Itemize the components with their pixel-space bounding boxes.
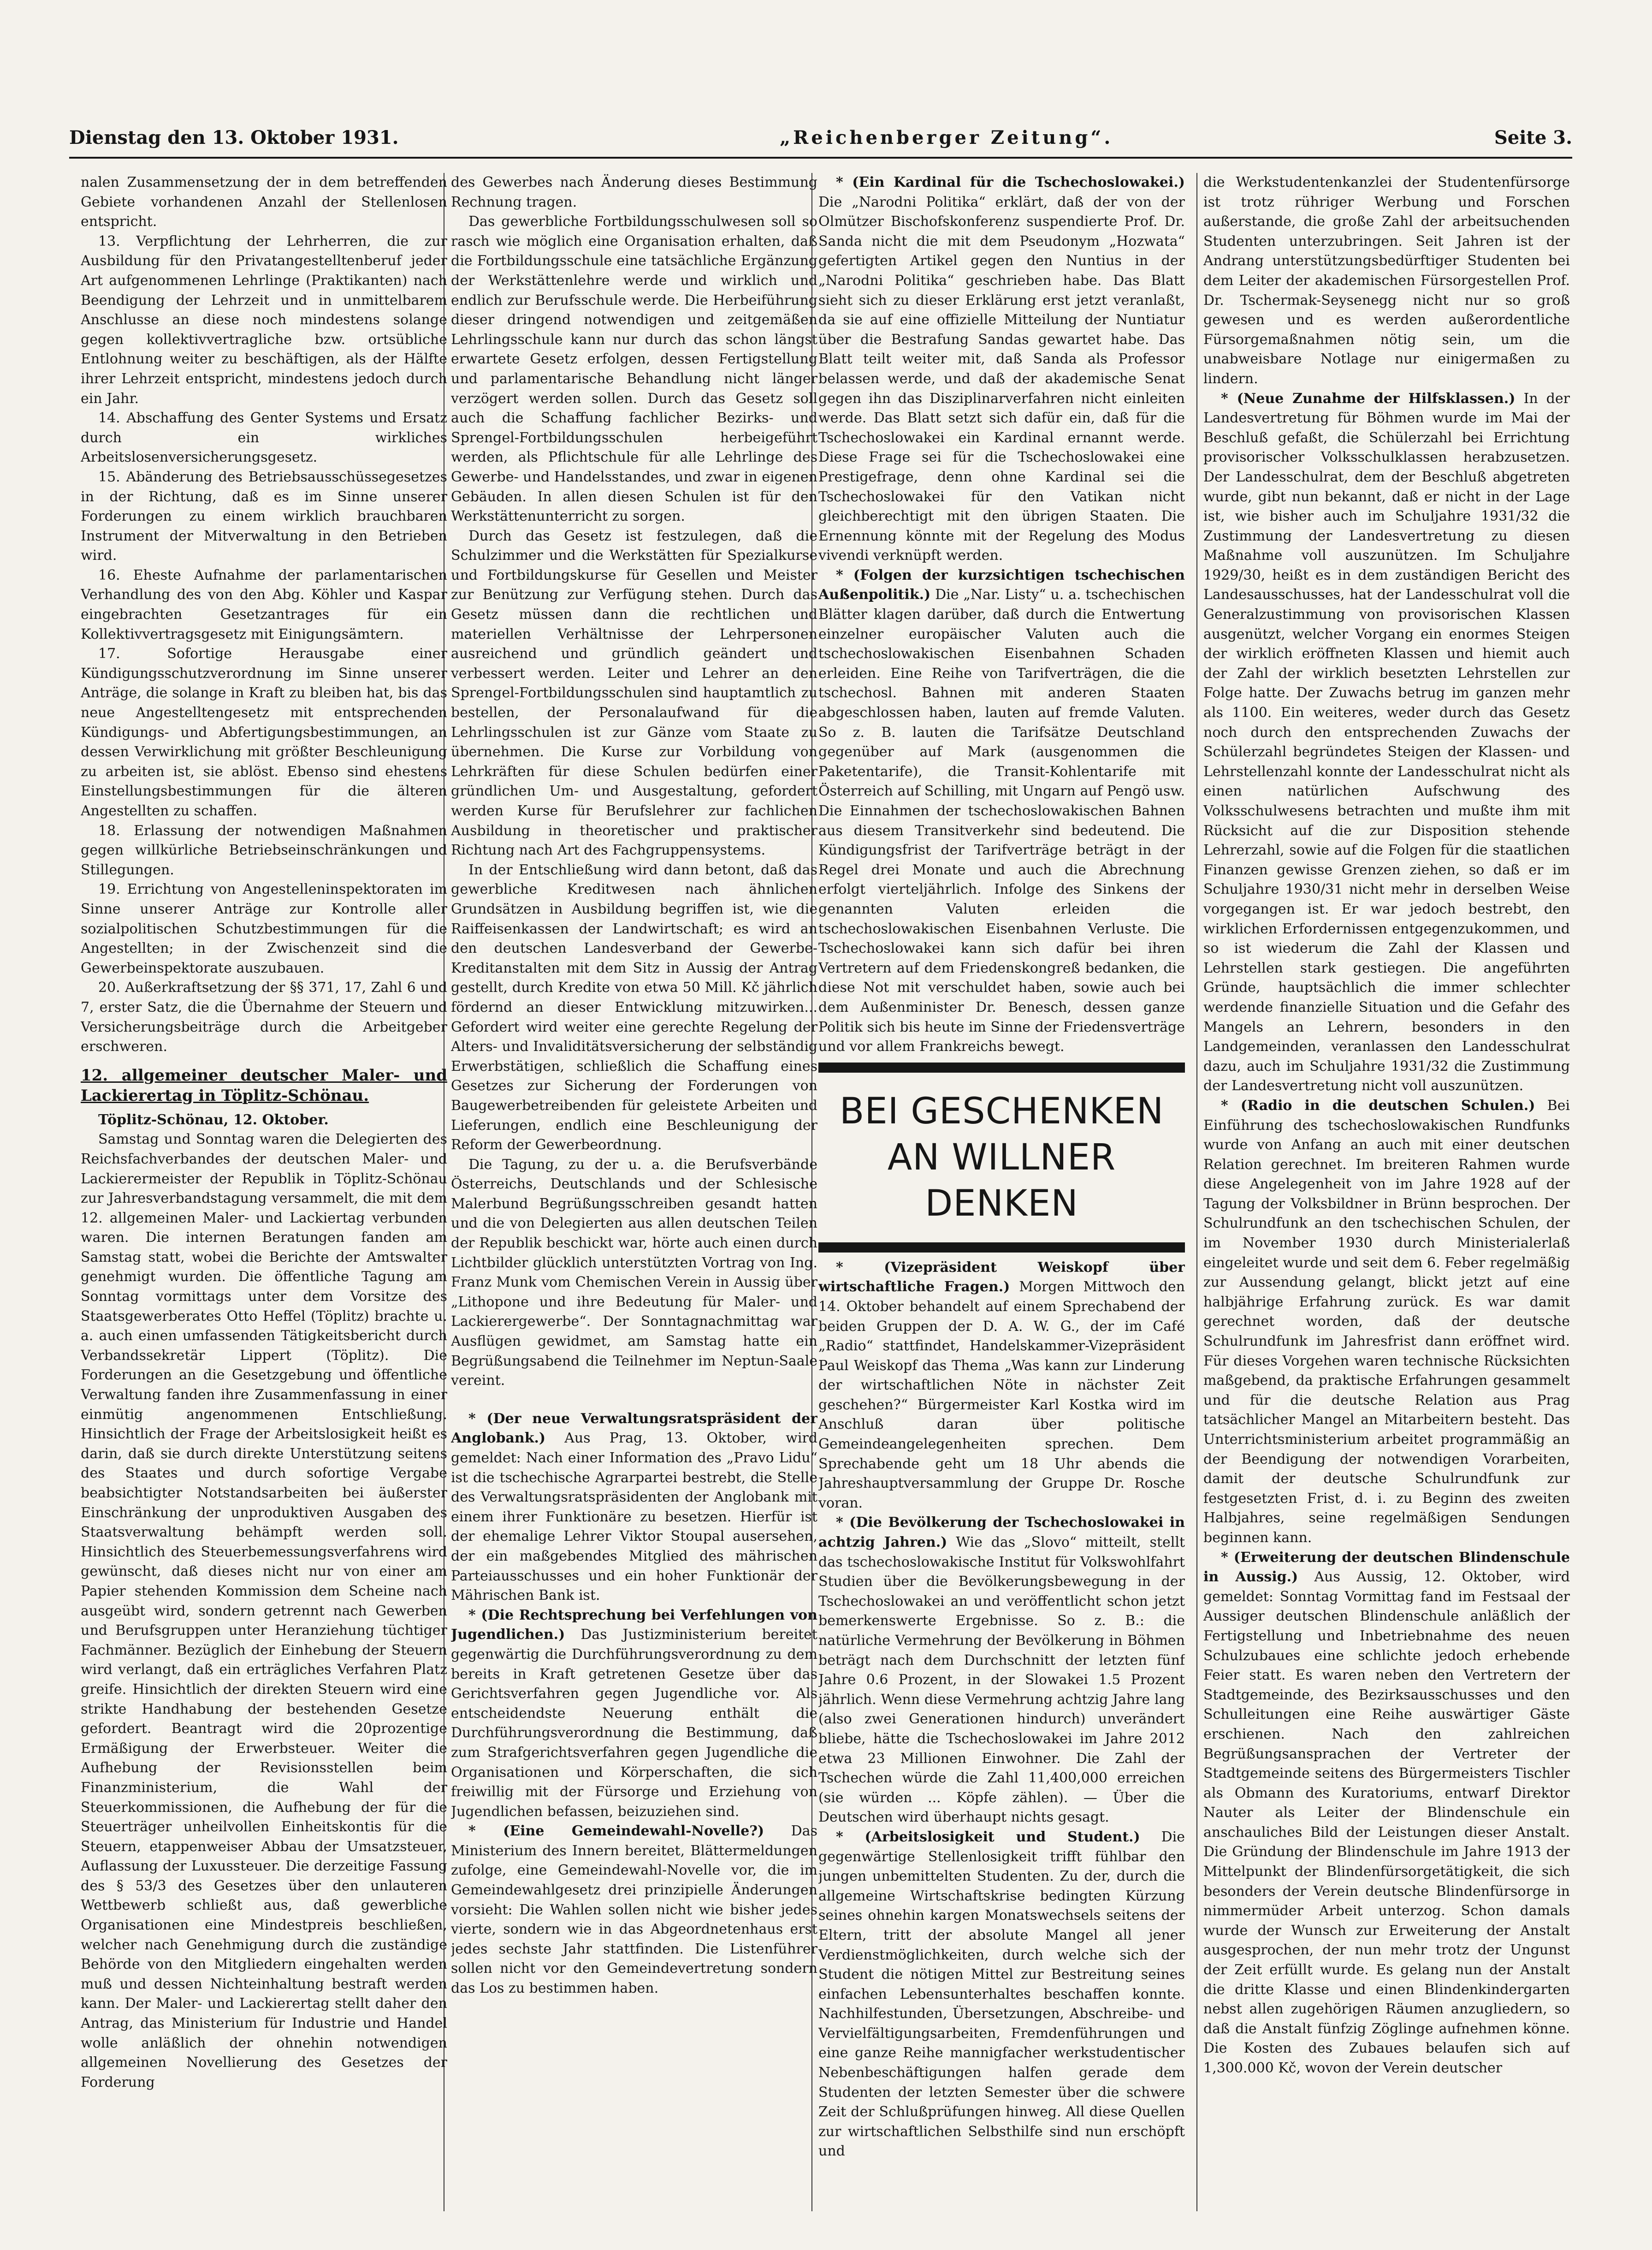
- paragraph: 13. Verpflichtung der Lehrherren, die zur Ausbildung für den Privatangestelltenberuf jeder Art aufgenommenen Lehrlinge (Praktikanten) nach Beendigung der Lehrzeit und in unmittelbarem Anschlusse an diese noch mindestens solange gegen kollektivvertragliche bzw. ortsübliche Entlohnung weiter zu beschäftigen, als der Hälfte ihrer Lehrzeit entspricht, mindestens jedoch durch ein Jahr.: [81, 233, 447, 407]
- paragraph: 18. Erlassung der notwendigen Maßnahmen gegen willkürliche Betriebseinschränkungen und Stillegungen.: [81, 822, 447, 878]
- news-item: [818, 1258, 1185, 1514]
- news-item-title: * (Eine Gemeindewahl-Novelle?): [468, 1823, 764, 1840]
- paragraph: In der Entschließung wird dann betont, daß das gewerbliche Kreditwesen nach ähnlichen Grundsätzen in Ausbildung begriffen ist, wie die Raiffeisenkassen der Landwirtschaft; es wird an den deutschen Landesverband der Gewerbe-Kreditanstalten mit dem Sitz in Aussig der Antrag gestellt, durch Kredite von etwa 50 Mill. Kč jährlich fördernd an dieser Entwicklung mitzuwirken... Gefordert wird weiter eine gerechte Regelung der Alters- und Invaliditätsversicherung der selbständig Erwerbstätigen, schließlich die Schaffung eines Gesetzes zur Sicherung der Forderungen von Baugewerbetreibenden für geleistete Arbeiten und Lieferungen, endlich eine Beschleunigung der Reform der Gewerbeordnung.: [451, 861, 817, 1153]
- advertisement-line: BEI GESCHENKEN: [839, 1090, 1164, 1132]
- paragraph: 15. Abänderung des Betriebsausschüssegesetzes in der Richtung, daß es im Sinne unserer Forderungen zu einem wirklich brauchbaren Instrument der Mitverwaltung in den Betrieben wird.: [81, 469, 447, 564]
- news-item-text: Aus Prag, 13. Oktober, wird gemeldet: Nach einer Information des „Pravo Lidu“ ist die tschechische Agrarpartei bestrebt, die Stelle des Verwaltungsratspräsidenten der Anglobank mit einem ihrer Funktionäre zu besetzen. Hierfür ist der ehemalige Lehrer Viktor Stoupal ausersehen, der ein maßgebendes Mitglied des mährischen Parteiausschusses und ein hoher Funktionär der Mährischen Bank ist.: [451, 1430, 817, 1604]
- news-item-title: * (Die Rechtsprechung bei Verfehlungen von Jugendlichen.): [451, 1607, 817, 1643]
- header-rule: [69, 157, 1572, 159]
- paragraph: 14. Abschaffung des Genter Systems und Ersatz durch ein wirkliches Arbeitslosenversicherungsgesetz.: [81, 410, 447, 466]
- news-item: [818, 173, 1185, 566]
- news-item-text: Die gegenwärtige Stellenlosigkeit trifft fühlbar den jungen unbemittelten Studenten. Zu der, durch die allgemeine Wirtschaftskrise bedingten Kürzung seines ohnehin kargen Monatswechsels seitens der Eltern, tritt der absolute Mangel all jener Verdienstmöglichkeiten, durch welche sich der Student die nötigen Mittel zur Bestreitung seines einfachen Lebensunterhaltes beschaffen konnte. Nachhilfestunden, Übersetzungen, Abschreibe- und Vervielfältigungsarbeiten, Fremdenführungen und eine ganze Reihe mannigfacher werkstudentischer Nebenbeschäftigungen halfen gerade dem Studenten der letzten Semester über die schwere Zeit der Schlußprüfungen hinweg. All diese Quellen zur wirtschaftlichen Selbsthilfe sind nun erschöpft und: [818, 1828, 1185, 2160]
- paragraph: Durch das Gesetz ist festzulegen, daß die Schulzimmer und die Werkstätten für Spezialkurse und Fortbildungskurse für Gesellen und Meister zur Benützung zur Verfügung stehen. Durch das Gesetz müssen dann die rechtlichen und materiellen Verhältnisse der Lehrpersonen ausreichend und gründlich geändert und verbessert werden. Leiter und Lehrer an den Sprengel-Fortbildungsschulen sind hauptamtlich zu bestellen, der Personalaufwand für die Lehrlingsschulen ist zur Gänze vom Staate zu übernehmen. Die Kurse zur Vorbildung von Lehrkräften für diese Schulen bedürfen einer gründlichen Um- und Ausgestaltung, gefordert werden Kurse für Berufslehrer zur fachlichen Ausbildung in theoretischer und praktischer Richtung nach Art des Fachgruppensystems.: [451, 528, 817, 859]
- paragraph: des Gewerbes nach Änderung dieses Bestimmung Rechnung tragen.: [451, 174, 817, 210]
- news-item-title: * (Arbeitslosigkeit und Student.): [836, 1828, 1140, 1845]
- paragraph: Samstag und Sonntag waren die Delegierten des Reichsfachverbandes der deutschen Maler- und Lackierermeister der Republik in Töplitz-Schönau zur Jahresverbandstagung versammelt, die mit dem 12. allgemeinen Maler- und Lackiertag verbunden waren. Die internen Beratungen fanden am Samstag statt, wobei die Berichte der Amtswalter genehmigt wurden. Die öffentliche Tagung am Sonntag vormittags unter dem Vorsitze des Staatsgewerberates Otto Heffel (Töplitz) brachte u. a. auch einen umfassenden Tätigkeitsbericht durch Verbandssekretär Lippert (Töplitz). Die Forderungen an die Gesetzgebung und öffentliche Verwaltung fanden ihre Zusammenfassung in einer einmütig angenommenen Entschließung. Hinsichtlich der Frage der Arbeitslosigkeit heißt es darin, daß sie durch direkte Unterstützung seitens des Staates und durch sofortige Vergabe beabsichtigter Notstandsarbeiten bei äußerster Einschränkung der unproduktiven Ausgaben des Staatsverwaltung behämpft werden soll. Hinsichtlich des Steuerbemessungsverfahrens wird gewünscht, daß dieses nicht nur von einer am Papier stehenden Kommission dem Scheine nach ausgeübt wird, sondern getrennt nach Gewerben und Berufsgruppen unter Heranziehung tüchtiger Fachmänner. Bezüglich der Einhebung der Steuern wird verlangt, daß ein erträgliches Verfahren Platz greife. Hinsichtlich der direkten Steuern wird eine strikte Handhabung der bestehenden Gesetze gefordert. Beantragt wird die 20prozentige Ermäßigung der Erwerbsteuer. Weiter die Aufhebung der Revisionsstellen beim Finanzministerium, die Wahl der Steuerkommissionen, die Aufhebung der für die Steuerträger unheilvollen Einheitskontis für die Steuern, etappenweiser Abbau der Umsatzsteuer, Auflassung der Luxussteuer. Die derzeitige Fassung des § 53/3 des Gesetzes über den unlauteren Wettbewerb schließt aus, daß gewerbliche Organisationen eine Mindestpreis beschließen, welcher nach Genehmigung durch die zuständige Behörde von den Mitgliedern eingehalten werden muß und dessen Nichteinhaltung bestraft werden kann. Der Maler- und Lackierertag stellt daher den Antrag, das Ministerium für Industrie und Handel wolle anläßlich der ohnehin notwendigen allgemeinen Novellierung des Gesetzes der Forderung: [81, 1131, 447, 2090]
- news-item-text: Morgen Mittwoch den 14. Oktober behandelt auf einem Sprechabend der beiden Gruppen der D. A. W. G., der im Café „Radio“ stattfindet, Handelskammer-Vizepräsident Paul Weiskopf das Thema „Was kann zur Linderung der wirtschaftlichen Nöte in nächster Zeit geschehen?“ Bürgermeister Karl Kostka wird im Anschluß daran über politische Gemeindeangelegenheiten sprechen. Dem Sprechabende geht um 18 Uhr abends die Jahreshauptversammlung der Gruppe Dr. Rosche voran.: [818, 1279, 1185, 1511]
- news-item: [1203, 389, 1570, 1096]
- news-item-title: * (Der neue Verwaltungsratspräsident der Anglobank.): [451, 1410, 817, 1447]
- news-item: [818, 1828, 1185, 2161]
- news-item: [451, 1606, 817, 1822]
- news-item-text: Wie das „Slovo“ mitteilt, stellt das tschechoslowakische Institut für Volkswohlfahrt Studien über die Bevölkerungsbewegung in der Tschechoslowakei an und veröffentlicht schon jetzt bemerkenswerte Ergebnisse. So z. B.: die natürliche Vermehrung der Bevölkerung in Böhmen beträgt nach dem Durchschnitt der letzten fünf Jahre 0.6 Prozent, in der Slowakei 1.5 Prozent jährlich. Wenn diese Vermehrung achtzig Jahre lang (also zwei Generationen hindurch) unverändert bliebe, hätte die Tschechoslowakei im Jahre 2012 etwa 23 Millionen Einwohner. Die Zahl der Tschechen würde die Zahl 11,400,000 erreichen (sie würden ... Köpfe zählen). — Über die Deutschen wird überhaupt nichts gesagt.: [818, 1534, 1185, 1826]
- news-item-text: Das Ministerium des Innern bereitet, Blättermeldungen zufolge, eine Gemeindewahl-Novelle vor, die im Gemeindewahlgesetz drei prinzipielle Änderungen vorsieht: Die Wahlen sollen nicht wie bisher jedes vierte, sondern wie in das Abgeordnetenhaus erst jedes sechste Jahr stattfinden. Die Listenführer sollen nicht vor den Gemeindevertretung sondern das Los zu bestimmen haben.: [451, 1823, 817, 1997]
- column-4: [1203, 173, 1570, 2211]
- news-item-text: In der Landesvertretung für Böhmen wurde im Mai der Beschluß gefaßt, die Schülerzahl bei Errichtung provisorischer Volksschulklassen herabzusetzen. Der Landesschulrat, dem der Beschluß abgetreten wurde, gibt nun bekannt, daß er nicht in der Lage ist, wie bisher auch im Schuljahre 1931/32 die Zustimmung der Landesvertretung zu diesen Maßnahme voll auszunützen. Im Schuljahre 1929/30, heißt es in dem zuständigen Bericht des Landesausschusses, hat der Landesschulrat voll die Generalzustimmung von provisorischen Klassen ausgenützt, welcher Vorgang ein enormes Steigen der wirklich eröffneten Klassen und hiemit auch der Zahl der wirklich besetzten Lehrstellen zur Folge hatte. Der Zuwachs betrug im ganzen mehr als 1100. Ein weiteres, weder durch das Gesetz noch durch den entsprechenden Zuwachs der Schülerzahl begründetes Steigen der Klassen- und Lehrstellenzahl konnte der Landesschulrat nicht als einen natürlichen Aufschwung des Volksschulwesens betrachten und mußte ihm mit Rücksicht auf die zur Disposition stehende Lehrerzahl, sowie auf die Folgen für die staatlichen Finanzen gewisse Grenzen ziehen, so daß er im Schuljahre 1930/31 nicht mehr in derselben Weise vorgegangen ist. Er war jedoch bestrebt, den wirklichen Erfordernissen entgegenzukommen, und so ist wiederum die Zahl der Klassen und Lehrstellen stark gestiegen. Die angeführten Gründe, hauptsächlich die immer schlechter werdende finanzielle Situation und die Gefahr des Mangels an Lehrern, besonders in den Landgemeinden, veranlassen den Landesschulrat dazu, auch im Schuljahre 1931/32 die Zustimmung der Landesvertretung nicht voll auszunützen.: [1203, 390, 1570, 1094]
- news-item-title: * (Neue Zunahme der Hilfsklassen.): [1221, 390, 1516, 407]
- news-item: [818, 566, 1185, 1057]
- news-item: [451, 1822, 817, 1998]
- column-3: [818, 173, 1185, 2211]
- news-item-title: * (Vizepräsident Weiskopf über wirtschaftliche Fragen.): [818, 1259, 1185, 1295]
- header-date: Dienstag den 13. Oktober 1931.: [69, 126, 399, 148]
- news-item-title: * (Erweiterung der deutschen Blindenschule in Aussig.): [1203, 1549, 1570, 1585]
- paragraph: 19. Errichtung von Angestelleninspektoraten im Sinne unserer Anträge zur Kontrolle aller sozialpolitischen Schutzbestimmungen für die Angestellten; in der Zwischenzeit sind die Gewerbeinspektorate auszubauen.: [81, 881, 447, 976]
- paragraph: 16. Eheste Aufnahme der parlamentarischen Verhandlung des von den Abg. Köhler und Kaspar eingebrachten Gesetzantrages für ein Kollektivvertragsgesetz mit Einigungsämtern.: [81, 567, 447, 642]
- news-item-text: Die „Nar. Listy“ u. a. tschechischen Blätter klagen darüber, daß durch die Entwertung einzelner europäischer Valuten auch die tschechoslowakischen Eisenbahnen Schaden erleiden. Eine Reihe von Tarifverträgen, die die tschechosl. Bahnen mit anderen Staaten abgeschlossen haben, lauten auf fremde Valuten. So z. B. lauten die Tarifsätze Deutschland gegenüber auf Mark (ausgenommen die Paketentarife), die Transit-Kohlentarife mit Österreich auf Schilling, mit Ungarn auf Pengö usw. Die Einnahmen der tschechoslowakischen Bahnen aus diesem Transitverkehr sind bedeutend. Die Kündigungsfrist der Tarifverträge beträgt in der Regel drei Monate und auch die Abrechnung erfolgt vierteljährlich. Infolge des Sinkens der genannten Valuten erleiden die tschechoslowakischen Eisenbahnen Verluste. Die Tschechoslowakei kann sich dafür bei ihren Vertretern auf dem Friedenskongreß bedanken, die diese Not mit verschuldet haben, sowie auch bei dem Außenminister Dr. Benesch, dessen ganze Politik sich bis heute im Sinne der Friedensverträge und vor allem Frankreichs bewegt.: [818, 587, 1185, 1055]
- article-heading: 12. allgemeiner deutscher Maler- und Lackierertag in Töplitz-Schönau.: [81, 1066, 447, 1105]
- page-header: [69, 125, 1572, 150]
- news-item-text: Das Justizministerium bereitet gegenwärtig die Durchführungsverordnung zu dem bereits in Kraft getretenen Gesetze über das Gerichtsverfahren gegen Jugendliche vor. Als entscheidendste Neuerung enthält die Durchführungsverordnung die Bestimmung, daß zum Strafgerichtsverfahren gegen Jugendliche die Organisationen und Körperschaften, die sich freiwillig mit der Fürsorge und Erziehung von Jugendlichen befassen, beizuziehen sind.: [451, 1627, 817, 1820]
- news-item: [1203, 1548, 1570, 2078]
- paragraph: die Werkstudentenkanzlei der Studentenfürsorge ist trotz rühriger Werbung und Forschen außerstande, die große Zahl der arbeitsuchenden Studenten unterzubringen. Seit Jahren ist der Andrang unterstützungsbedürftiger Studenten bei dem Leiter der akademischen Fürsorgestellen Prof. Dr. Tschermak-Seysenegg nicht nur so groß gewesen und es werden außerordentliche Fürsorgemaßnahmen nötig sein, um die unabweisbare Notlage nur einigermaßen zu lindern.: [1203, 174, 1570, 387]
- news-item: [451, 1409, 817, 1606]
- advertisement-line: AN WILLNER DENKEN: [887, 1136, 1116, 1224]
- header-page-number: Seite 3.: [1494, 126, 1572, 148]
- news-item-title: * (Die Bevölkerung der Tschechoslowakei in achtzig Jahren.): [818, 1514, 1185, 1551]
- header-newspaper-title: „Reichenberger Zeitung“.: [780, 126, 1113, 148]
- news-item-title: * (Folgen der kurzsichtigen tschechischen Außenpolitik.): [818, 567, 1185, 603]
- paragraph: nalen Zusammensetzung der in dem betreffenden Gebiete vorhandenen Anzahl der Stellenlosen entspricht.: [81, 174, 447, 230]
- news-item-text: Die „Narodni Politika“ erklärt, daß der von der Olmützer Bischofskonferenz suspendierte Prof. Dr. Sanda nicht die mit dem Pseudonym „Hozwata“ gefertigten Artikel gegen den Nuntius in der „Narodni Politika“ geschrieben habe. Das Blatt sieht sich zu dieser Erklärung erst jetzt veranlaßt, da sie auf eine offizielle Mitteilung der Nuntiatur über die Bestrafung Sandas gewartet habe. Das Blatt teilt weiter mit, daß Sanda als Professor belassen werde, und daß der akademische Senat gegen ihn das Disziplinarverfahren nicht einleiten werde. Das Blatt setzt sich dafür ein, daß für die Tschechoslowakei ein Kardinal ernannt werde. Diese Frage sei für die Tschechoslowakei eine Prestigefrage, denn ohne Kardinal sei die Tschechoslowakei für den Vatikan nicht gleichberechtigt mit den übrigen Staaten. Die Ernennung könnte mit der Regelung des Modus vivendi verknüpft werden.: [818, 194, 1185, 564]
- paragraph: Die Tagung, zu der u. a. die Berufsverbände Österreichs, Deutschlands und der Schlesische Malerbund Begrüßungsschreiben gesandt hatten und die von Delegierten aus allen deutschen Teilen der Republik beschickt war, hörte auch einen durch Lichtbilder glücklich unterstützten Vortrag von Ing. Franz Munk vom Chemischen Verein in Aussig über „Lithopone und ihre Bedeutung für Maler- und Lackierergewerbe“. Der Sonntagnachmittag war Ausflügen gewidmet, am Samstag hatte ein Begrüßungsabend die Teilnehmer im Neptun-Saale vereint.: [451, 1156, 817, 1389]
- news-item-title: * (Ein Kardinal für die Tschechoslowakei.): [836, 174, 1185, 190]
- paragraph: 17. Sofortige Herausgabe einer Kündigungsschutzverordnung im Sinne unserer Anträge, die solange in Kraft zu bleiben hat, bis das neue Angestelltengesetz mit entsprechenden Kündigungs- und Abfertigungsbestimmungen, an dessen Verwirklichung mit größter Beschleunigung zu arbeiten ist, sie ablöst. Ebenso sind ehestens Einstellungsbestimmungen für die älteren Angestellten zu schaffen.: [81, 646, 447, 819]
- column-1: [81, 173, 447, 2211]
- column-divider: [1196, 173, 1197, 2211]
- news-item: [818, 1513, 1185, 1828]
- paragraph: 20. Außerkraftsetzung der §§ 371, 17, Zahl 6 und 7, erster Satz, die die Übernahme der Steuern und Versicherungsbeiträge durch die Arbeitgeber erschweren.: [81, 980, 447, 1055]
- news-item: [1203, 1096, 1570, 1548]
- advertisement-box: [818, 1063, 1185, 1253]
- column-2: [451, 173, 817, 2211]
- news-item-title: * (Radio in die deutschen Schulen.): [1221, 1097, 1535, 1114]
- dateline: Töplitz-Schönau, 12. Oktober.: [98, 1111, 329, 1128]
- news-item-text: Aus Aussig, 12. Oktober, wird gemeldet: Sonntag Vormittag fand im Festsaal der Aussiger deutschen Blindenschule anläßlich der Fertigstellung und Inbetriebnahme des neuen Schulzubaues eine schlichte jedoch erhebende Feier statt. Es waren neben den Vertretern der Stadtgemeinde, des Bezirksausschusses und den Schulleitungen eine Reihe auswärtiger Gäste erschienen. Nach den zahlreichen Begrüßungsansprachen der Vertreter der Stadtgemeinde seitens des Bürgermeisters Tischler als Obmann des Kuratoriums, entwarf Direktor Nauter als Leiter der Blindenschule ein anschauliches Bild der Leistungen dieser Anstalt. Die Gründung der Blindenschule im Jahre 1913 der Mittelpunkt der Blindenfürsorgetätigkeit, die sich besonders der Verein deutsche Blindenfürsorge in nimmermüder Arbeit unterzog. Schon damals wurde der Wunsch zur Erweiterung der Anstalt ausgesprochen, der nun mehr trotz der Ungunst der Zeit erfüllt wurde. Es gelang nun der Anstalt die dritte Klasse und einen Blindenkindergarten nebst allen zugehörigen Räumen anzugliedern, so daß die Anstalt fünfzig Zöglinge aufnehmen könne. Die Kosten des Zubaues belaufen sich auf 1,300.000 Kč, wovon der Verein deutscher: [1203, 1569, 1570, 2076]
- paragraph: Das gewerbliche Fortbildungsschulwesen soll so rasch wie möglich eine Organisation erhalten, daß die Fortbildungsschule eine tatsächliche Ergänzung der Werkstättenlehre werde und wirklich und endlich zur Berufsschule werde. Die Herbeiführung dieser dringend notwendigen und zeitgemäßen Lehrlingsschule kann nur durch das schon längst erwartete Gesetz erfolgen, dessen Fertigstellung und parlamentarische Behandlung nicht länger verzögert werden sollen. Durch das Gesetz soll auch die Schaffung fachlicher Bezirks- und Sprengel-Fortbildungsschulen herbeigeführt werden, als Pflichtschule für alle Lehrlinge des Gewerbe- und Handelsstandes, und zwar in eigenen Gebäuden. In allen diesen Schulen ist für den Werkstättenunterricht zu sorgen.: [451, 214, 817, 525]
- news-item-text: Bei Einführung des tschechoslowakischen Rundfunks wurde von Anfang an auch mit einer deutschen Relation gerechnet. Im breiteren Rahmen wurde diese Angelegenheit von im Jahre 1928 auf der Tagung der Volksbildner in Brünn besprochen. Der Schulrundfunk an den tschechischen Schulen, der im November 1930 durch Ministerialerlaß eingeleitet wurde und seit dem 6. Feber regelmäßig zur Aussendung gelangt, blickt jetzt auf eine halbjährige Erfahrung zurück. Es war damit gerechnet worden, daß der deutsche Schulrundfunk im Jahresfrist dann eröffnet wird. Für dieses Vorgehen waren technische Rücksichten maßgebend, da praktische Erfahrungen gesammelt und für die deutsche Relation aus Prag tatsächlicher Mangel an Mitarbeitern besteht. Das Unterrichtsministerium arbeitet programmäßig an der Beendigung der notwendigen Vorarbeiten, damit der deutsche Schulrundfunk zur festgesetzten Frist, d. i. zu Beginn des zweiten Halbjahres, seine regelmäßigen Sendungen beginnen kann.: [1203, 1097, 1570, 1546]
